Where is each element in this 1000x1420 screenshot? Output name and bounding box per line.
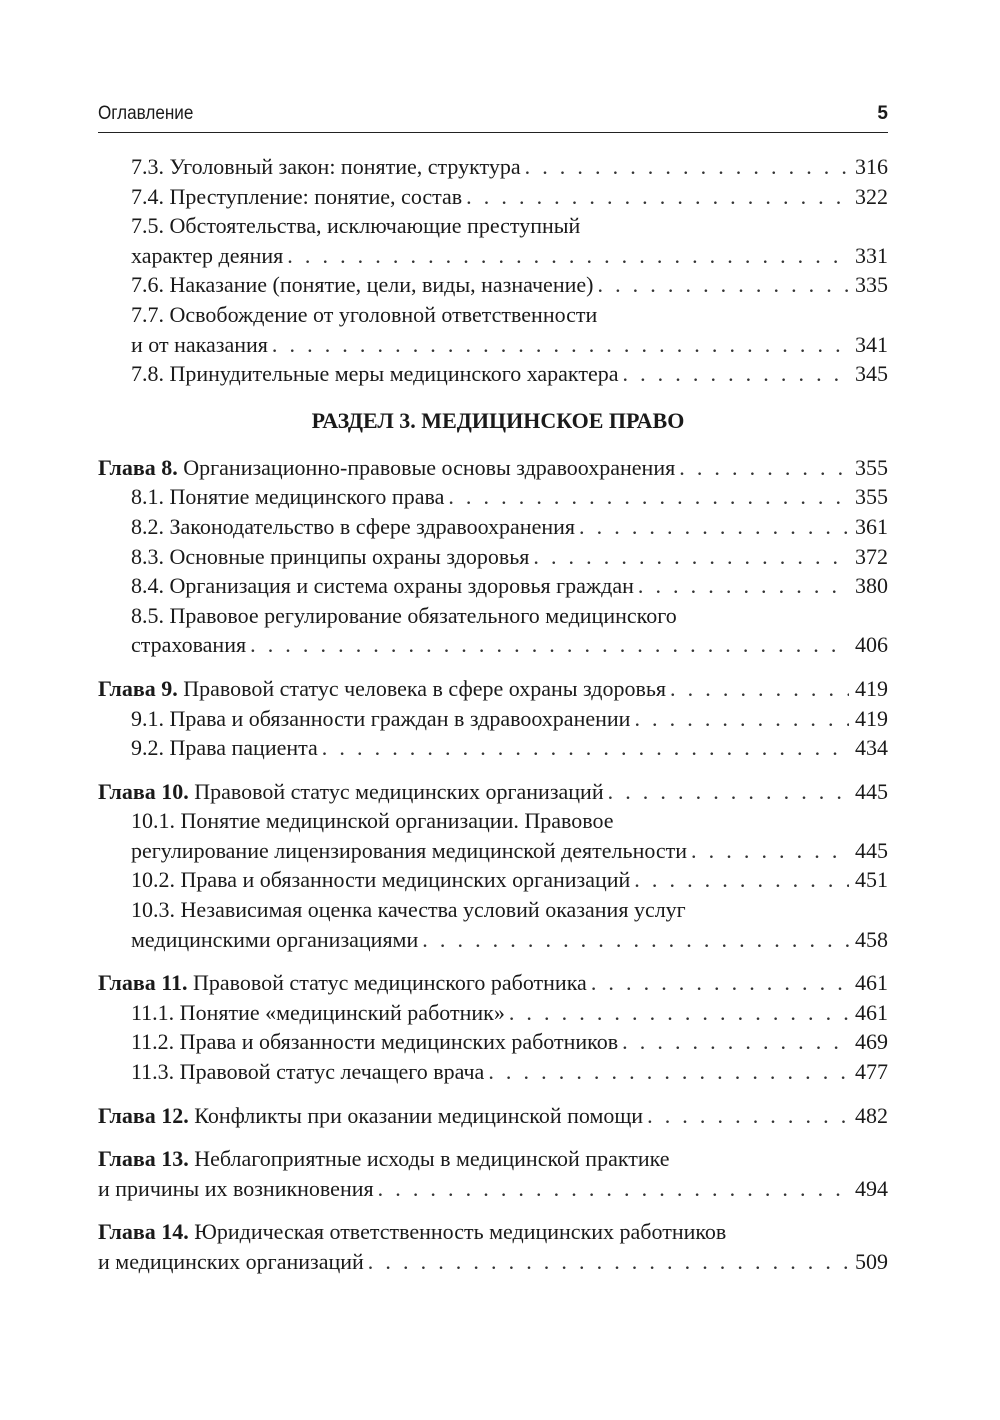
toc-entry-7-6[interactable]: 7.6. Наказание (понятие, цели, виды, назначение) . . . 335 [98, 270, 888, 300]
toc-entry-7-5-line2[interactable]: характер деяния . . . 331 [98, 241, 888, 271]
toc-chapter-12[interactable]: Глава 12. Конфликты при оказании медицинской помощи . . . 482 [98, 1101, 888, 1131]
toc-entry-7-7-line2[interactable]: и от наказания . . . 341 [98, 330, 888, 360]
header-title: Оглавление [98, 103, 194, 124]
toc-entry-7-5-line1[interactable]: 7.5. Обстоятельства, исключающие преступный [131, 213, 581, 239]
toc-entry-7-8[interactable]: 7.8. Принудительные меры медицинского характера . . . 345 [98, 359, 888, 389]
toc-chapter-11[interactable]: Глава 11. Правовой статус медицинского работника . . . 461 [98, 968, 888, 998]
toc-entry-11-2[interactable]: 11.2. Права и обязанности медицинских работников . . . 469 [98, 1027, 888, 1057]
toc-chapter-9[interactable]: Глава 9. Правовой статус человека в сфере охраны здоровья . . . 419 [98, 674, 888, 704]
toc-entry-7-7-line1[interactable]: 7.7. Освобождение от уголовной ответственности [131, 301, 598, 327]
toc-entry-7-4[interactable]: 7.4. Преступление: понятие, состав . . . 322 [98, 182, 888, 212]
toc-entry-9-1[interactable]: 9.1. Права и обязанности граждан в здравоохранении . . . 419 [98, 704, 888, 734]
toc-entry-8-1[interactable]: 8.1. Понятие медицинского права . . . 355 [98, 482, 888, 512]
section-heading: РАЗДЕЛ 3. МЕДИЦИНСКОЕ ПРАВО [311, 407, 685, 433]
toc-chapter-10[interactable]: Глава 10. Правовой статус медицинских организаций . . . 445 [98, 777, 888, 807]
toc-entry-9-2[interactable]: 9.2. Права пациента . . . 434 [98, 733, 888, 763]
toc-entry-10-3-line2[interactable]: медицинскими организациями . . . 458 [98, 925, 888, 955]
toc-entry-8-4[interactable]: 8.4. Организация и система охраны здоровья граждан . . . 380 [98, 571, 888, 601]
toc-entry-10-1-line2[interactable]: регулирование лицензирования медицинской деятельности . . . 445 [98, 836, 888, 866]
toc-entry-8-2[interactable]: 8.2. Законодательство в сфере здравоохранения . . . 361 [98, 512, 888, 542]
running-header [98, 100, 888, 133]
toc-entry-10-2[interactable]: 10.2. Права и обязанности медицинских организаций . . . 451 [98, 865, 888, 895]
toc-chapter-13-line2[interactable]: и причины их возникновения . . . 494 [98, 1174, 888, 1204]
toc-entry-10-3-line1[interactable]: 10.3. Независимая оценка качества условий оказания услуг [131, 897, 686, 923]
toc-entry-10-1-line1[interactable]: 10.1. Понятие медицинской организации. Правовое [131, 808, 614, 834]
toc-entry-8-3[interactable]: 8.3. Основные принципы охраны здоровья . . . 372 [98, 542, 888, 572]
toc-entry-11-3[interactable]: 11.3. Правовой статус лечащего врача . . . 477 [98, 1057, 888, 1087]
toc-chapter-14-line2[interactable]: и медицинских организаций . . . 509 [98, 1247, 888, 1277]
toc-entry-7-3[interactable]: 7.3. Уголовный закон: понятие, структура . . . 316 [98, 152, 888, 182]
toc-chapter-14-line1[interactable]: Глава 14. Юридическая ответственность медицинских работников [98, 1219, 727, 1245]
toc-entry-8-5-line2[interactable]: страхования . . . 406 [98, 630, 888, 660]
header-page-number: 5 [877, 103, 888, 124]
toc-chapter-13-line1[interactable]: Глава 13. Неблагоприятные исходы в медицинской практике [98, 1146, 670, 1172]
toc-entry-11-1[interactable]: 11.1. Понятие «медицинский работник» . . . 461 [98, 998, 888, 1028]
toc-chapter-8[interactable]: Глава 8. Организационно-правовые основы здравоохранения . . . 355 [98, 453, 888, 483]
toc-entry-8-5-line1[interactable]: 8.5. Правовое регулирование обязательного медицинского [131, 602, 677, 628]
table-of-contents [98, 152, 888, 1277]
